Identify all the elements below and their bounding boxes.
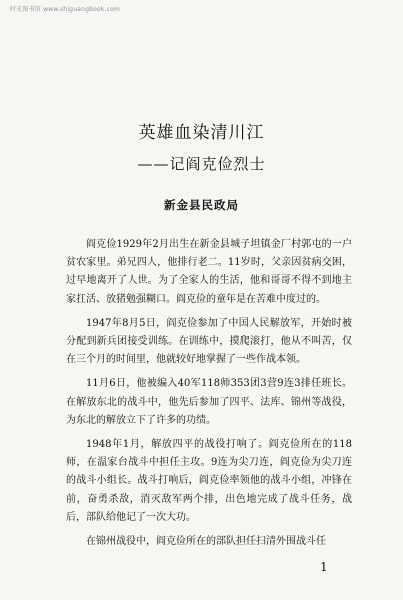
paragraph: 1947年8月5日，阎克俭参加了中国人民解放军，开始时被分配到新兵团接受训练。在训练中，摸爬滚打，他从不叫苦，仅在三个月的时间里，他就较好地掌握了一些作战本领。 <box>66 317 352 366</box>
paragraph: 11月6日，他被编入40军118师353团3营9连3排任班长。在解放东北的战斗中，他先后参加了四平、法库、锦州等战役，为东北的解放立下了许多的功绩。 <box>66 378 352 426</box>
watermark: 时光图书馆 www.shiguangbook.com <box>10 6 121 13</box>
page-number: 1 <box>320 560 328 574</box>
article-subtitle: ——记阎克俭烈士 <box>137 155 266 173</box>
article-title: 英雄血染清川江 <box>138 123 265 143</box>
paragraph: 1948年1月，解放四平的战役打响了。阎克俭所在的118师，在温家台战斗中担任主攻。9连为尖刀连，阎克俭为尖刀连的战斗小组长。战斗打响后，阎克俭率领他的战斗小组，冲锋在前，奋勇杀敌，消灭敌军两个排，出色地完成了战斗任务，战后，部队给他记了一次大功。 <box>66 439 352 523</box>
paragraph: 在锦州战役中，阎克俭所在的部队担任扫清外围战斗任 <box>86 536 326 548</box>
article-body <box>66 236 352 557</box>
article-author: 新金县民政局 <box>164 198 239 212</box>
paragraph: 阎克俭1929年2月出生在新金县城子坦镇金厂村郭屯的一户贫农家里。弟兄四人，他排行老二。11岁时，父亲因贫病交困，过早地离开了人世。为了全家人的生活，他和哥哥不得不到地主家扛活、放猪勉强糊口。阎克俭的童年是在苦难中度过的。 <box>66 239 352 305</box>
